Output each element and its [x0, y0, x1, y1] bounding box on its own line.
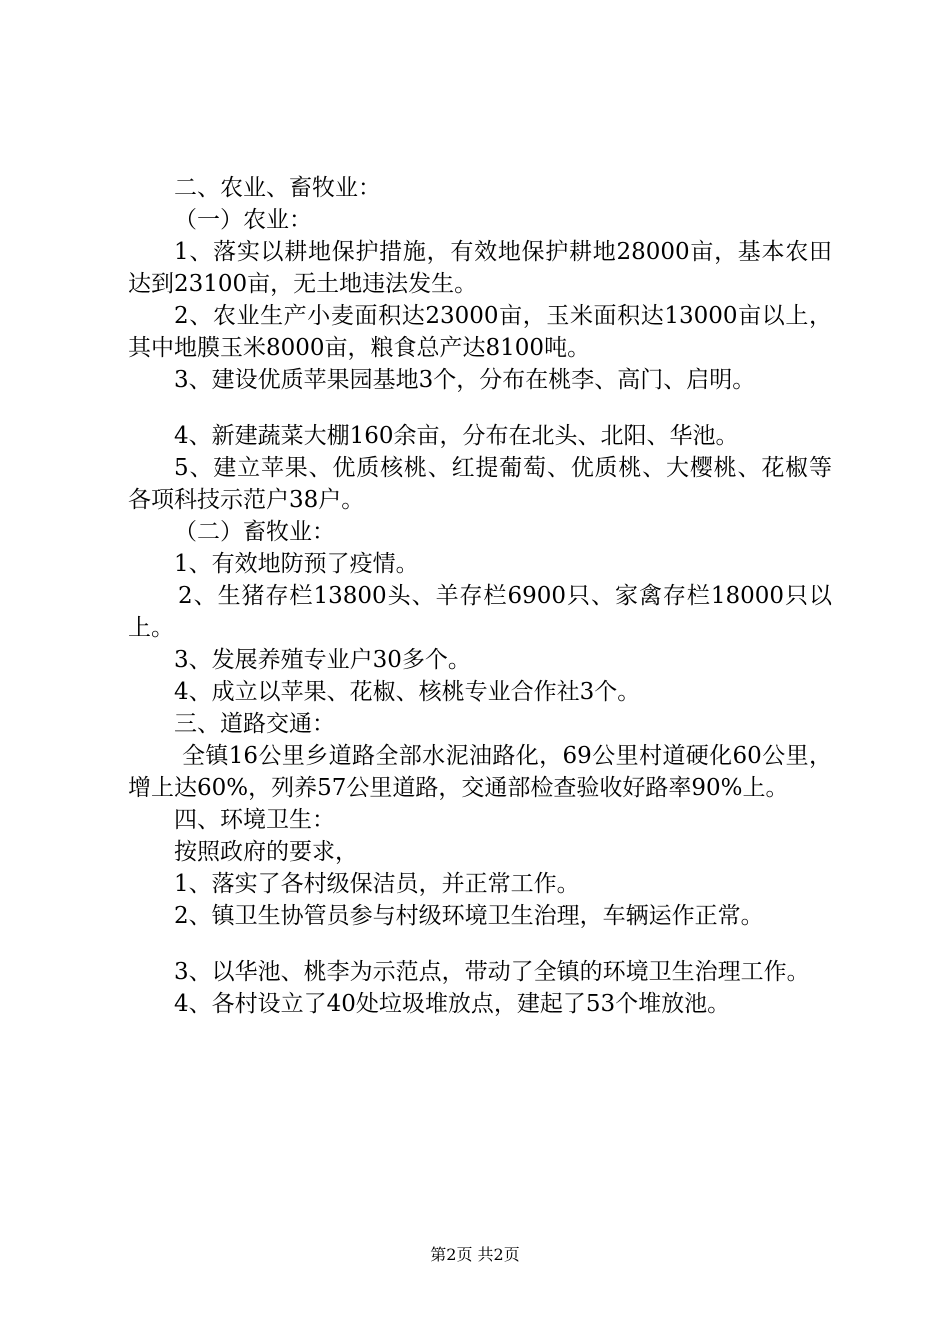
environment-intro: 按照政府的要求， [174, 839, 358, 865]
page-footer: 第2页 共2页 [430, 1245, 520, 1264]
agriculture-item-4: 4、新建蔬菜大棚160余亩，分布在北头、北阳、华池。 [174, 423, 739, 449]
livestock-item-4: 4、成立以苹果、花椒、核桃专业合作社3个。 [174, 679, 641, 705]
livestock-item-3: 3、发展养殖专业户30多个。 [174, 647, 471, 673]
agriculture-item-1: 1、落实以耕地保护措施，有效地保护耕地28000亩，基本农田达到23100亩，无土地违法发生。 [128, 239, 832, 297]
road-traffic-paragraph: 全镇16公里乡道路全部水泥油路化，69公里村道硬化60公里，增上达60%，列养57公里道路，交通部检查验收好路率90%上。 [128, 743, 832, 801]
subsection-heading-agriculture: （一）农业： [174, 207, 312, 233]
section-heading-environment: 四、环境卫生： [174, 807, 335, 833]
environment-item-2: 2、镇卫生协管员参与村级环境卫生治理，车辆运作正常。 [174, 903, 764, 929]
document-body [128, 172, 832, 1020]
subsection-heading-livestock: （二）畜牧业： [174, 519, 335, 545]
agriculture-item-5: 5、建立苹果、优质核桃、红提葡萄、优质桃、大樱桃、花椒等各项科技示范户38户。 [128, 455, 832, 513]
agriculture-item-3: 3、建设优质苹果园基地3个，分布在桃李、高门、启明。 [174, 367, 756, 393]
agriculture-item-2: 2、农业生产小麦面积达23000亩，玉米面积达13000亩以上，其中地膜玉米8000亩，粮食总产达8100吨。 [128, 303, 832, 361]
section-heading-road-traffic: 三、道路交通： [174, 711, 335, 737]
environment-item-1: 1、落实了各村级保洁员，并正常工作。 [174, 871, 580, 897]
livestock-item-1: 1、有效地防预了疫情。 [174, 551, 419, 577]
environment-item-4: 4、各村设立了40处垃圾堆放点，建起了53个堆放池。 [174, 991, 731, 1017]
section-heading-agriculture-livestock: 二、农业、畜牧业： [174, 175, 381, 201]
livestock-item-2: 2、生猪存栏13800头、羊存栏6900只、家禽存栏18000只以上。 [128, 583, 832, 641]
environment-item-3: 3、以华池、桃李为示范点，带动了全镇的环境卫生治理工作。 [174, 959, 810, 985]
